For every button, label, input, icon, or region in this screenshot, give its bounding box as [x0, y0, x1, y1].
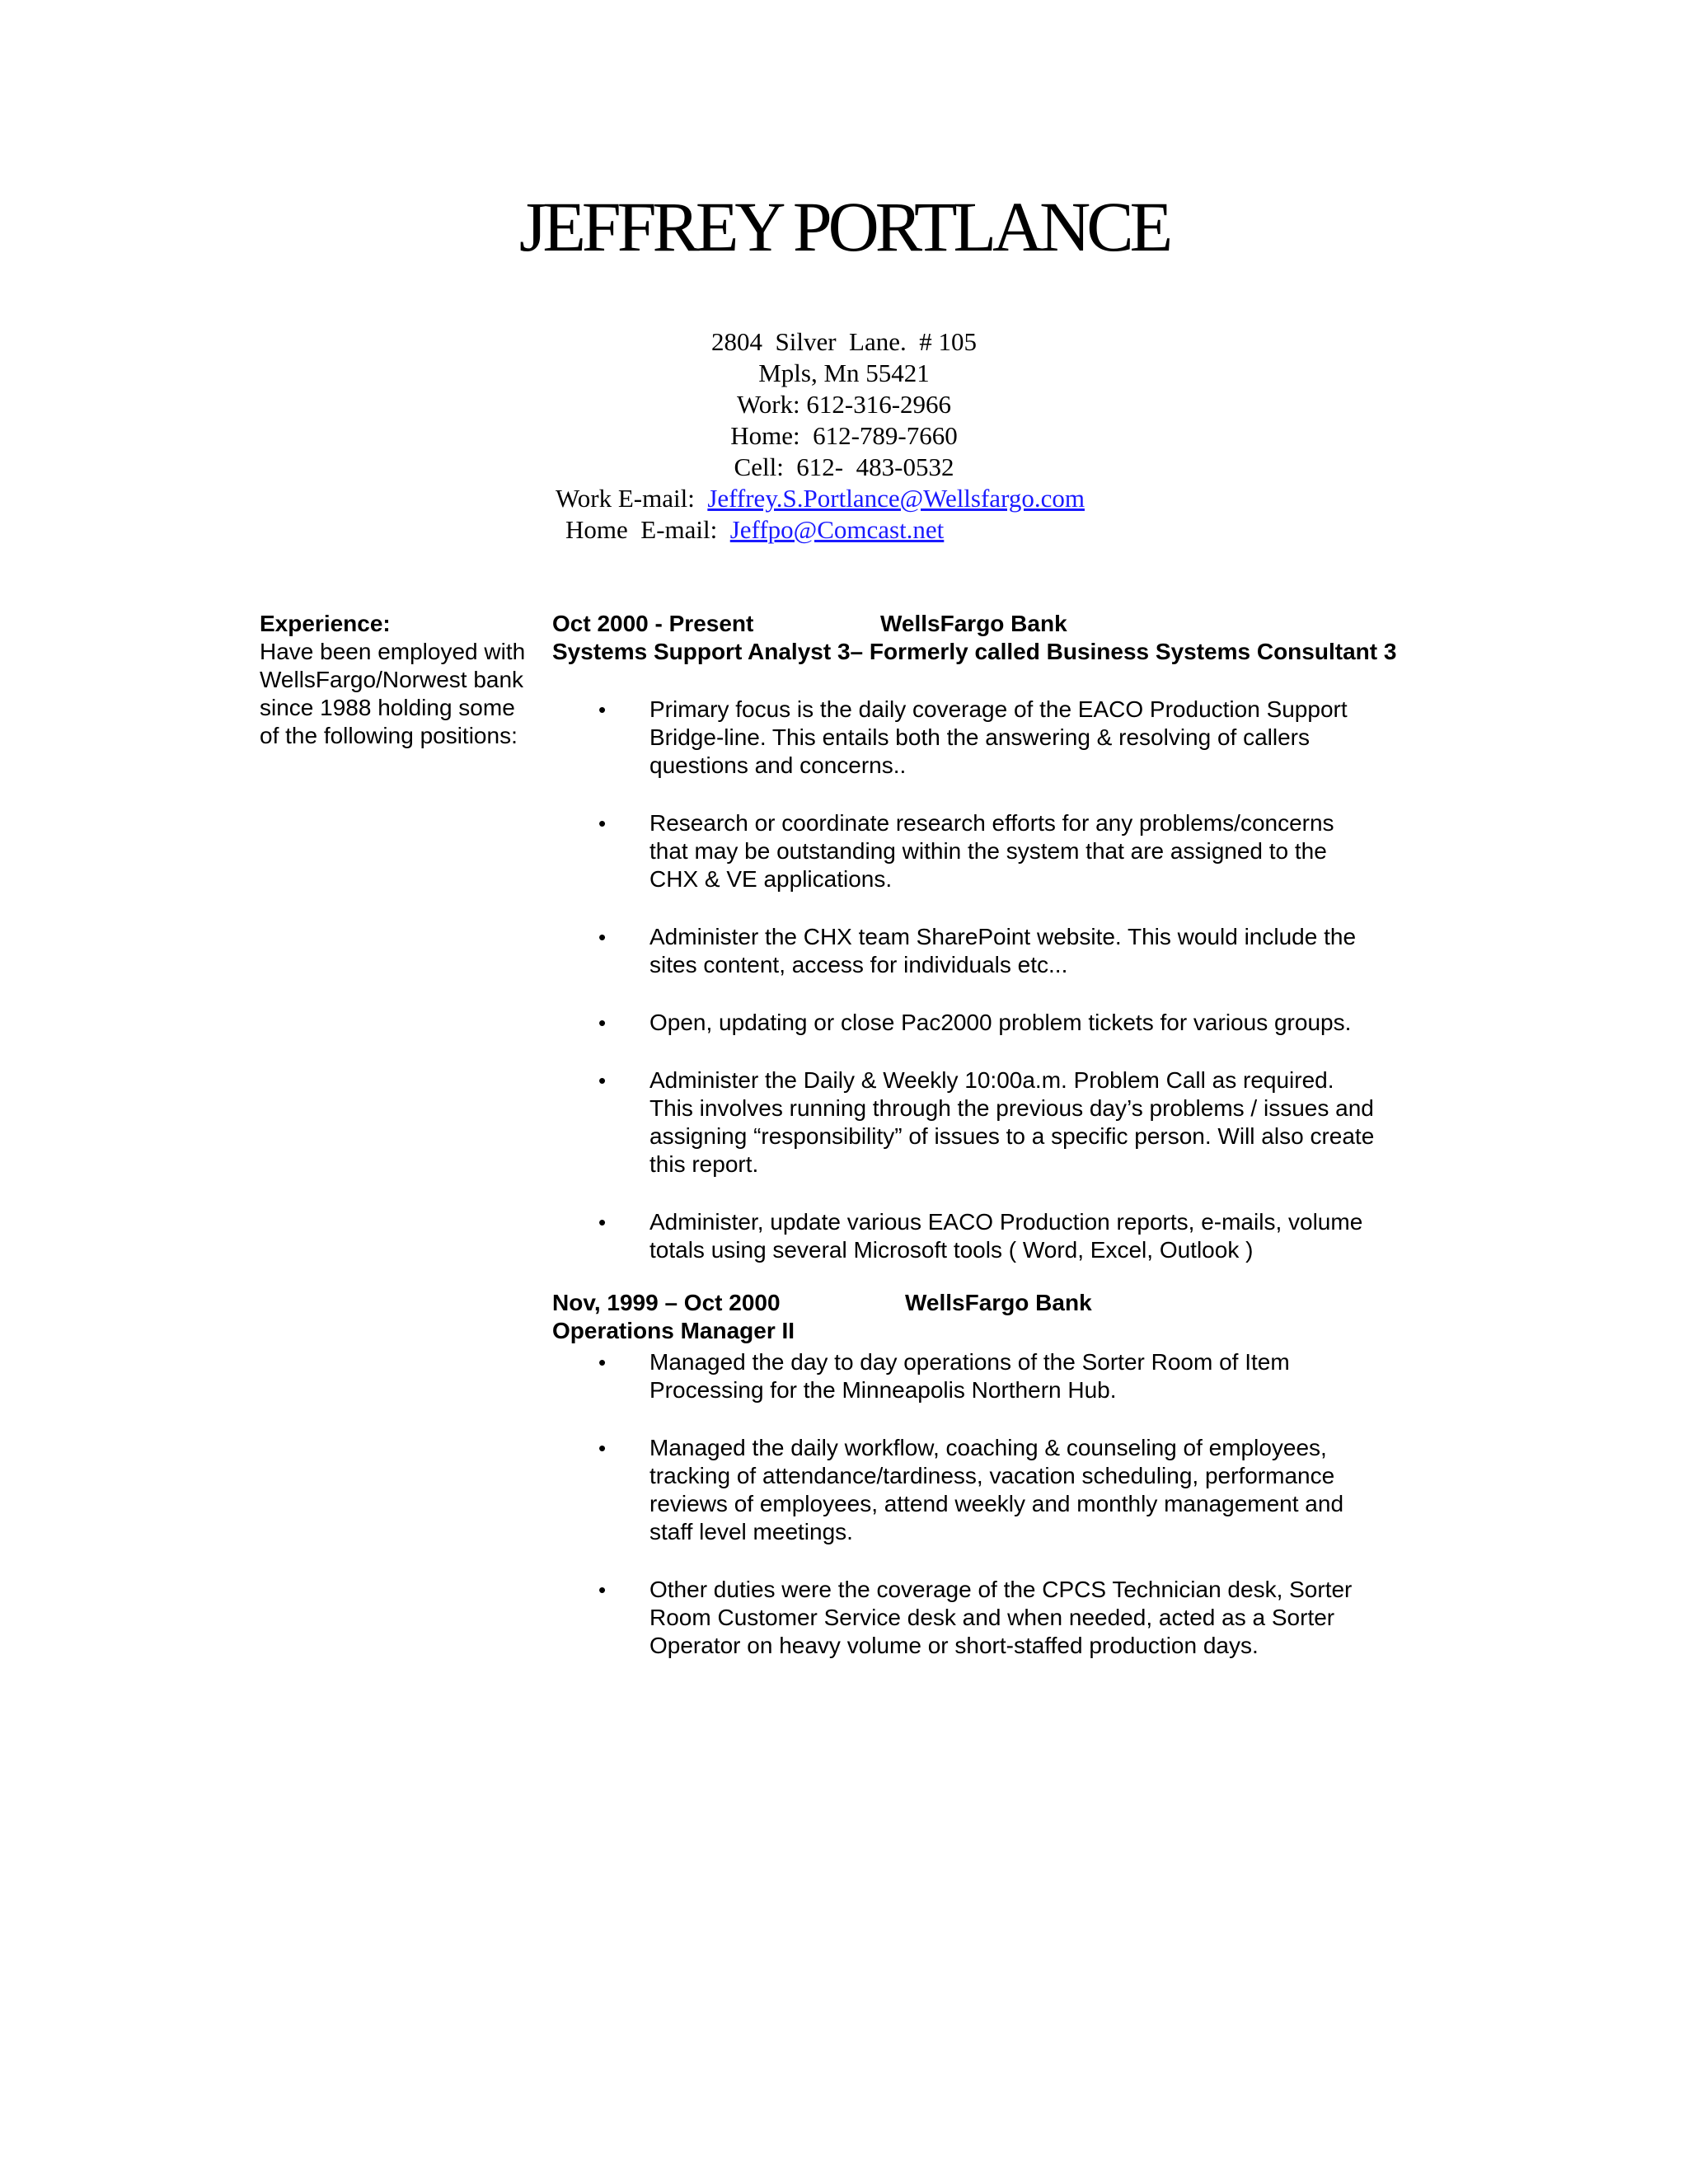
job-dates: Oct 2000 - Present — [552, 611, 754, 636]
contact-block — [0, 326, 1688, 546]
job-title: Operations Manager II — [552, 1318, 795, 1343]
job-header — [552, 1289, 1459, 1317]
home-email-label: Home E-mail: — [565, 515, 718, 544]
job-employer: WellsFargo Bank — [905, 1290, 1092, 1315]
work-email-line — [0, 483, 1688, 514]
experience-sidebar — [260, 610, 540, 750]
duty-text: Open, updating or close Pac2000 problem tickets for various groups. — [649, 1010, 1352, 1035]
duty-text: Administer, update various EACO Production reports, e-mails, volume totals using several Microsoft tools ( Word, Excel, Outlook ) — [649, 1209, 1363, 1263]
address-line-2: Mpls, Mn 55421 — [758, 359, 930, 387]
cell-phone: Cell: 612- 483-0532 — [734, 452, 954, 481]
duty-item — [552, 1348, 1375, 1404]
duty-item — [552, 1009, 1375, 1037]
duty-item — [552, 1066, 1375, 1179]
bullet-icon: • — [598, 811, 607, 836]
duty-item — [552, 696, 1375, 780]
bullet-icon: • — [598, 1350, 607, 1375]
job-title: Systems Support Analyst 3– Formerly called Business Systems Consultant 3 — [552, 639, 1397, 664]
jobs-column — [552, 610, 1459, 1660]
work-phone: Work: 612-316-2966 — [736, 390, 952, 419]
job-duties-list — [552, 696, 1459, 1264]
job-duties-list — [552, 1348, 1459, 1660]
duty-text: Managed the day to day operations of the Sorter Room of Item Processing for the Minneapolis Northern Hub. — [649, 1349, 1290, 1403]
job-dates: Nov, 1999 – Oct 2000 — [552, 1290, 781, 1315]
duty-item — [552, 809, 1375, 893]
duty-text: Managed the daily workflow, coaching & counseling of employees, tracking of attendance/tardiness, vacation scheduling, performance reviews of employees, attend weekly and monthly management and staff level meetings. — [649, 1435, 1344, 1544]
duty-item — [552, 1576, 1375, 1660]
duty-text: Administer the CHX team SharePoint website. This would include the sites content, access for individuals etc... — [649, 924, 1357, 977]
address-line-1: 2804 Silver Lane. # 105 — [710, 327, 977, 356]
bullet-icon: • — [598, 1436, 607, 1460]
bullet-icon: • — [598, 1210, 607, 1235]
home-email-line — [0, 514, 1688, 546]
home-email-link[interactable]: Jeffpo@Comcast.net — [729, 515, 945, 544]
duty-text: Primary focus is the daily coverage of the EACO Production Support Bridge-line. This entails both the answering & resolving of callers questions and concerns.. — [649, 696, 1348, 778]
bullet-icon: • — [598, 1068, 607, 1093]
duty-text: Research or coordinate research efforts for any problems/concerns that may be outstanding within the system that are assigned to the CHX & VE applications. — [649, 810, 1334, 892]
job-employer: WellsFargo Bank — [880, 611, 1067, 636]
bullet-icon: • — [598, 697, 607, 722]
bullet-icon: • — [598, 1577, 607, 1602]
duty-item — [552, 923, 1375, 979]
bullet-icon: • — [598, 1010, 607, 1035]
work-email-link[interactable]: Jeffrey.S.Portlance@Wellsfargo.com — [707, 484, 1085, 513]
job-header — [552, 610, 1459, 638]
duty-item — [552, 1434, 1375, 1546]
applicant-name: JEFFREY PORTLANCE — [518, 187, 1170, 266]
home-phone: Home: 612-789-7660 — [730, 421, 958, 450]
duty-text: Other duties were the coverage of the CPCS Technician desk, Sorter Room Customer Service desk and when needed, acted as a Sorter Operator on heavy volume or short-staffed production days. — [649, 1577, 1353, 1658]
experience-heading: Experience: — [260, 611, 391, 636]
experience-summary: Have been employed with WellsFargo/Norwest bank since 1988 holding some of the following positions: — [260, 639, 526, 748]
duty-item — [552, 1208, 1375, 1264]
duty-text: Administer the Daily & Weekly 10:00a.m. Problem Call as required. This involves running through the previous day’s problems / issues and assigning “responsibility” of issues to a specific person. Will also create this report. — [649, 1067, 1375, 1177]
bullet-icon: • — [598, 925, 607, 949]
work-email-label: Work E-mail: — [556, 484, 695, 513]
